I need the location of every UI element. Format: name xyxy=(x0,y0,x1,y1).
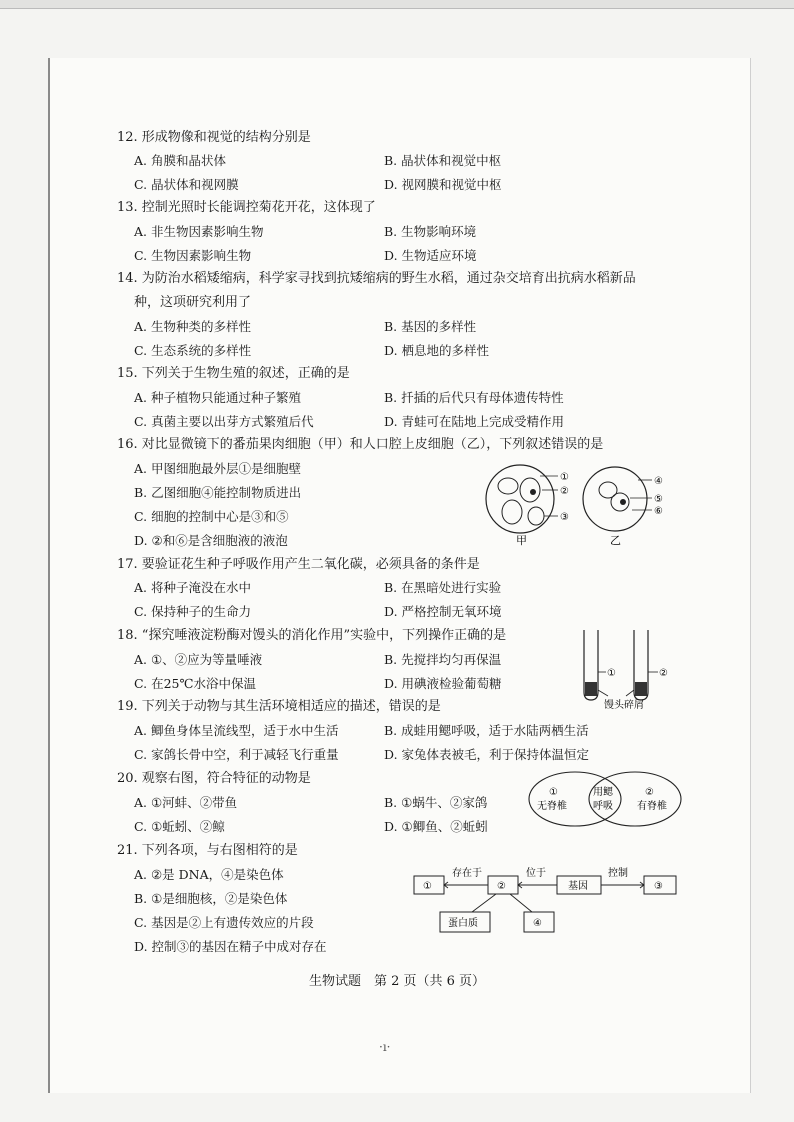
venn-right-marker: ② xyxy=(645,787,654,798)
question-15-option-b: B. 扦插的后代只有母体遗传特性 xyxy=(384,390,564,405)
flow-box-6-label: ④ xyxy=(533,918,542,929)
question-12-option-d: D. 视网膜和视觉中枢 xyxy=(384,177,502,192)
plant-cell-organelle xyxy=(502,500,522,524)
flow-edge-3: 控制 xyxy=(608,868,628,879)
question-17-stem: 17. 要验证花生种子呼吸作用产生二氧化碳，必须具备的条件是 xyxy=(117,557,480,572)
question-21-option-d: D. 控制③的基因在精子中成对存在 xyxy=(134,939,327,954)
page-footer: 生物试题 第 2 页（共 6 页） xyxy=(308,974,486,989)
question-21-option-a: A. ②是 DNA，④是染色体 xyxy=(134,867,284,882)
question-16-option-a: A. 甲图细胞最外层①是细胞壁 xyxy=(134,461,301,476)
marker-2: ② xyxy=(560,486,569,497)
question-17-option-d: D. 严格控制无氧环境 xyxy=(384,604,502,619)
question-14-stem: 14. 为防治水稻矮缩病，科学家寻找到抗矮缩病的野生水稻，通过杂交培育出抗病水稻新品 xyxy=(117,271,636,286)
venn-middle-sub: 呼吸 xyxy=(593,801,613,812)
question-18-option-b: B. 先搅拌均匀再保温 xyxy=(384,652,502,667)
question-18-option-d: D. 用碘液检验葡萄糖 xyxy=(384,676,502,691)
plant-cell-organelle xyxy=(498,478,518,494)
question-20-option-d: D. ①鲫鱼、②蚯蚓 xyxy=(384,819,488,834)
question-17-option-b: B. 在黑暗处进行实验 xyxy=(384,580,502,595)
flow-box-5-label: 蛋白质 xyxy=(448,918,478,929)
question-20-option-b: B. ①蜗牛、②家鸽 xyxy=(384,795,488,810)
scan-top-strip xyxy=(0,0,794,9)
cell-comparison-figure xyxy=(480,462,680,547)
question-14-option-d: D. 栖息地的多样性 xyxy=(384,343,490,358)
flow-box-3-label: 基因 xyxy=(568,881,588,892)
question-18-option-c: C. 在25℃水浴中保温 xyxy=(134,676,256,691)
animal-cell-outline xyxy=(583,467,647,531)
marker-4: ④ xyxy=(654,476,663,487)
marker-5: ⑤ xyxy=(654,494,663,505)
question-15-stem: 15. 下列关于生物生殖的叙述，正确的是 xyxy=(117,366,350,381)
plant-cell-organelle xyxy=(528,507,544,525)
bottom-scan-mark: ·ı· xyxy=(379,1040,391,1054)
question-15-option-c: C. 真菌主要以出芽方式繁殖后代 xyxy=(134,414,314,429)
question-12-option-c: C. 晶状体和视网膜 xyxy=(134,177,239,192)
question-12-option-b: B. 晶状体和视觉中枢 xyxy=(384,153,502,168)
question-19-option-b: B. 成蛙用鳃呼吸，适于水陆两栖生活 xyxy=(384,723,589,738)
question-16-stem: 16. 对比显微镜下的番茄果肉细胞（甲）和人口腔上皮细胞（乙），下列叙述错误的是 xyxy=(117,437,604,452)
flow-box-2-label: ② xyxy=(497,881,506,892)
question-19-stem: 19. 下列关于动物与其生活环境相适应的描述，错误的是 xyxy=(117,699,441,714)
tube-marker-1: ① xyxy=(607,668,616,679)
question-13-option-b: B. 生物影响环境 xyxy=(384,224,477,239)
question-14-option-b: B. 基因的多样性 xyxy=(384,319,477,334)
question-12-option-a: A. 角膜和晶状体 xyxy=(134,153,226,168)
question-13-stem: 13. 控制光照时长能调控菊花开花，这体现了 xyxy=(117,200,376,215)
question-21-stem: 21. 下列各项，与右图相符的是 xyxy=(117,843,298,858)
question-16-option-d: D. ②和⑥是含细胞液的液泡 xyxy=(134,533,288,548)
flow-box-4-label: ③ xyxy=(654,881,663,892)
marker-1: ① xyxy=(560,472,569,483)
question-14-stem-cont: 种，这项研究利用了 xyxy=(134,295,252,310)
tube-marker-2: ② xyxy=(659,668,668,679)
question-13-option-c: C. 生物因素影响生物 xyxy=(134,248,252,263)
marker-3: ③ xyxy=(560,512,569,523)
plant-cell-label: 甲 xyxy=(516,534,527,547)
plant-cell-outline xyxy=(486,465,554,533)
question-16-option-b: B. 乙图细胞④能控制物质进出 xyxy=(134,485,302,500)
question-14-option-c: C. 生态系统的多样性 xyxy=(134,343,252,358)
venn-diagram xyxy=(525,768,685,830)
tube-1-contents xyxy=(585,682,597,696)
question-12-stem: 12. 形成物像和视觉的结构分别是 xyxy=(117,130,311,145)
venn-middle-label: 用鳃 xyxy=(593,787,613,798)
test-tube-figure xyxy=(572,626,682,716)
animal-cell-nucleus xyxy=(620,499,626,505)
question-20-option-c: C. ①蚯蚓、②鲸 xyxy=(134,819,225,834)
question-13-option-a: A. 非生物因素影响生物 xyxy=(134,224,264,239)
venn-right-label: 有脊椎 xyxy=(637,801,667,812)
question-21-option-c: C. 基因是②上有遗传效应的片段 xyxy=(134,915,314,930)
flow-box-1-label: ① xyxy=(423,881,432,892)
plant-cell-organelle xyxy=(520,478,540,502)
venn-right-ellipse xyxy=(589,772,681,826)
plant-cell-nucleus xyxy=(530,489,536,495)
venn-left-label: 无脊椎 xyxy=(537,801,567,812)
question-18-stem: 18. “探究唾液淀粉酶对馒头的消化作用”实验中，下列操作正确的是 xyxy=(117,628,507,643)
tube-caption: 馒头碎屑 xyxy=(604,700,644,711)
question-15-option-d: D. 青蛙可在陆地上完成受精作用 xyxy=(384,414,565,429)
gene-flow-diagram xyxy=(412,862,680,938)
question-19-option-c: C. 家鸽长骨中空，利于减轻飞行重量 xyxy=(134,747,339,762)
venn-left-marker: ① xyxy=(549,787,558,798)
animal-cell-label: 乙 xyxy=(610,534,621,547)
question-20-option-a: A. ①河蚌、②带鱼 xyxy=(134,795,238,810)
question-13-option-d: D. 生物适应环境 xyxy=(384,248,477,263)
question-17-option-a: A. 将种子淹没在水中 xyxy=(134,580,251,595)
question-20-stem: 20. 观察右图，符合特征的动物是 xyxy=(117,771,311,786)
question-16-option-c: C. 细胞的控制中心是③和⑤ xyxy=(134,509,289,524)
question-18-option-a: A. ①、②应为等量唾液 xyxy=(134,652,263,667)
marker-6: ⑥ xyxy=(654,506,663,517)
question-14-option-a: A. 生物种类的多样性 xyxy=(134,319,251,334)
flow-edge-2: 位于 xyxy=(526,868,546,879)
question-19-option-a: A. 鲫鱼身体呈流线型，适于水中生活 xyxy=(134,723,339,738)
tube-2-contents xyxy=(635,682,647,696)
question-21-option-b: B. ①是细胞核，②是染色体 xyxy=(134,891,288,906)
flow-edge-1: 存在于 xyxy=(452,868,482,879)
venn-left-ellipse xyxy=(529,772,621,826)
question-17-option-c: C. 保持种子的生命力 xyxy=(134,604,252,619)
question-15-option-a: A. 种子植物只能通过种子繁殖 xyxy=(134,390,301,405)
question-19-option-d: D. 家兔体表被毛，利于保持体温恒定 xyxy=(384,747,590,762)
